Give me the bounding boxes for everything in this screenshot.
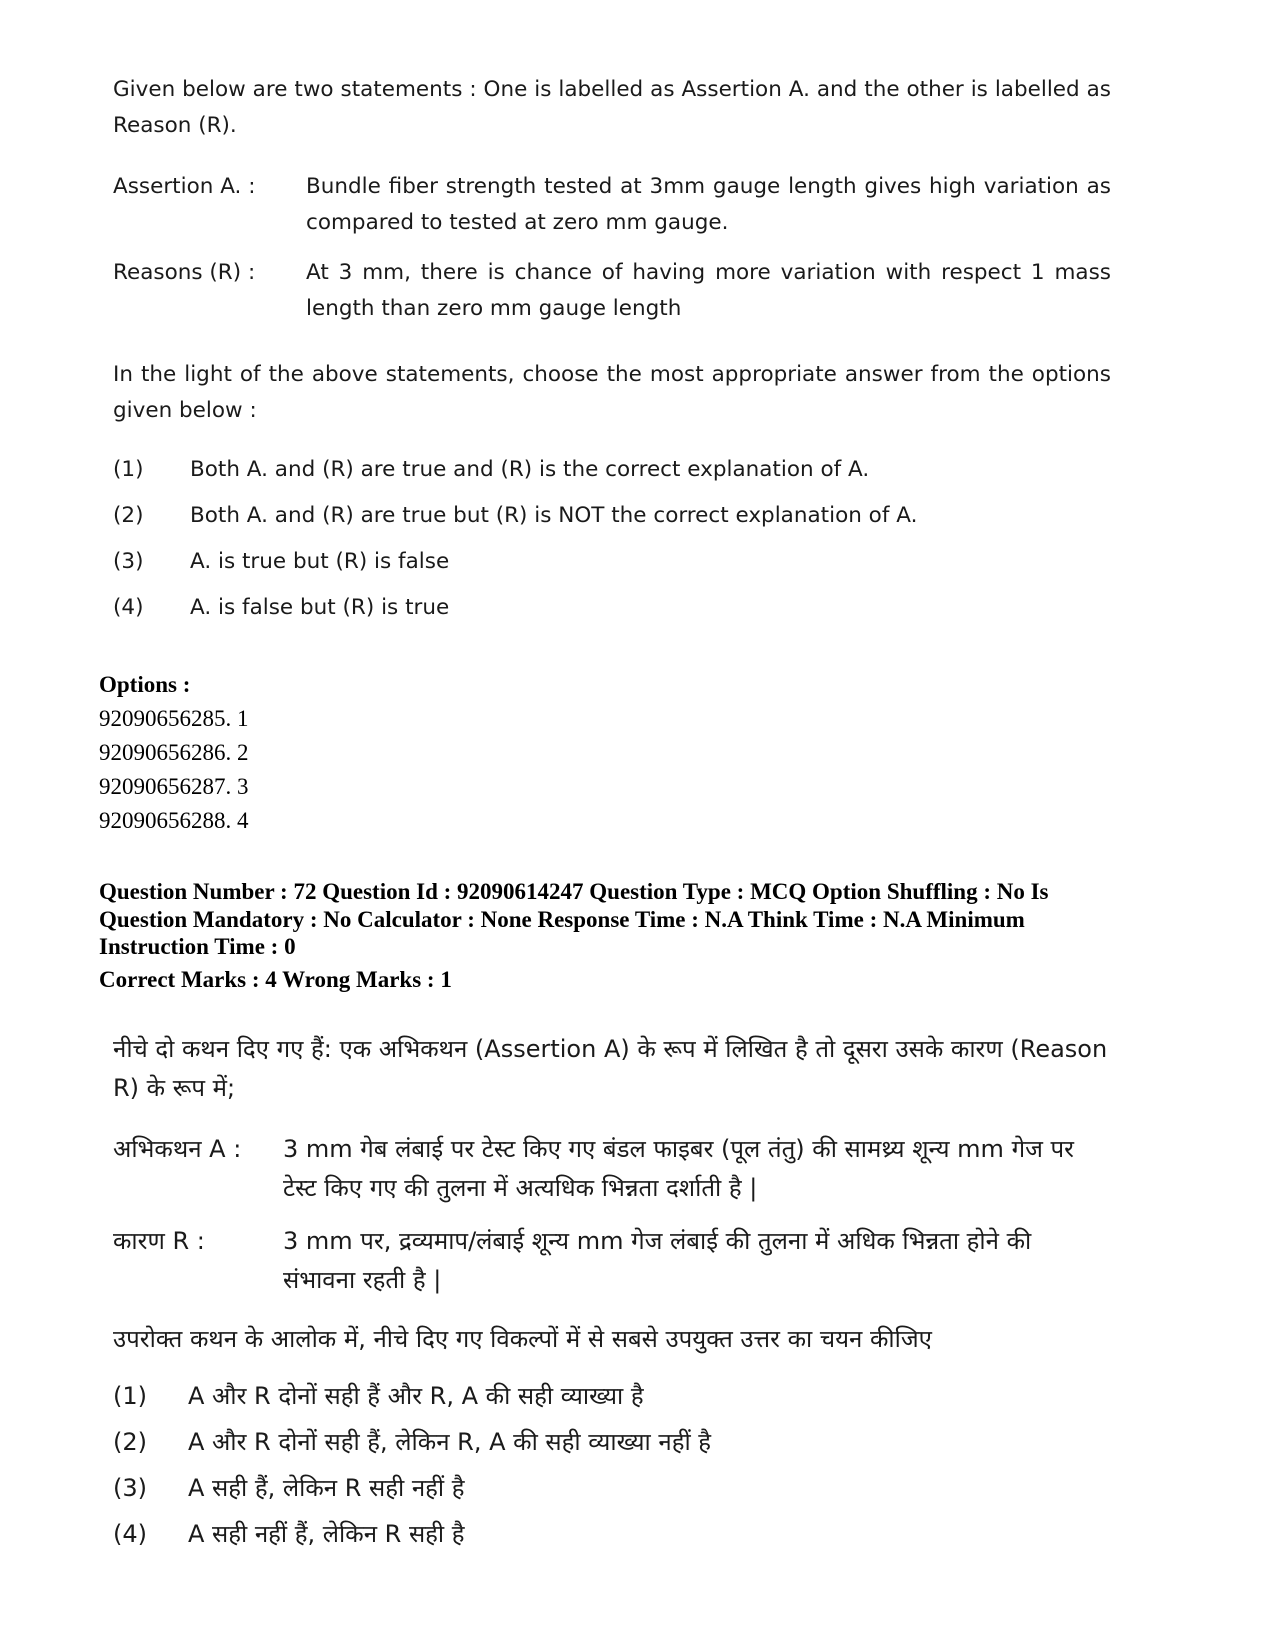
q1-options-list xyxy=(113,447,1111,631)
question-meta-line: Question Mandatory : No Calculator : None Response Time : N.A Think Time : N.A Minimum xyxy=(99,906,1025,932)
q2-reason-row xyxy=(113,1222,1111,1300)
q2-option-2 xyxy=(113,1419,1111,1465)
q1-assertion-text: Bundle fiber strength tested at 3mm gauge length gives high variation as compared to tested at zero mm gauge. xyxy=(306,174,1111,235)
q2-option-number: (4) xyxy=(113,1520,147,1548)
q1-option-text: A. is false but (R) is true xyxy=(190,595,450,620)
q1-option-2 xyxy=(113,493,1111,539)
question-72-block xyxy=(113,1030,1111,1557)
option-id-item: 92090656285. 1 xyxy=(99,706,249,731)
q2-option-number: (2) xyxy=(113,1428,147,1456)
q2-option-text: A और R दोनों सही हैं और R, A की सही व्याख्या है xyxy=(188,1382,644,1410)
q1-option-3 xyxy=(113,539,1111,585)
q1-instruction: In the light of the above statements, choose the most appropriate answer from the options given below : xyxy=(113,362,1111,423)
q2-option-number: (1) xyxy=(113,1382,147,1410)
options-id-list xyxy=(99,702,1139,838)
q1-option-number: (3) xyxy=(113,549,144,574)
q2-option-4 xyxy=(113,1511,1111,1557)
q1-reason-label: Reasons (R) : xyxy=(113,260,256,285)
question-71-block xyxy=(113,72,1111,631)
q2-option-1 xyxy=(113,1373,1111,1419)
question-meta-line: Instruction Time : 0 xyxy=(99,934,296,959)
q1-option-text: Both A. and (R) are true and (R) is the correct explanation of A. xyxy=(190,457,870,482)
q2-reason-label: कारण R : xyxy=(113,1227,205,1255)
q1-reason-text: At 3 mm, there is chance of having more variation with respect 1 mass length than zero mm gauge length xyxy=(306,260,1111,321)
q1-option-text: Both A. and (R) are true but (R) is NOT the correct explanation of A. xyxy=(190,503,918,528)
q2-reason-text: 3 mm पर, द्रव्यमाप/लंबाई शून्य mm गेज लंबाई की तुलना में अधिक भिन्नता होने की संभावना रहती है | xyxy=(283,1227,1032,1294)
option-id-item: 92090656288. 4 xyxy=(99,808,249,833)
q2-instruction: उपरोक्त कथन के आलोक में, नीचे दिए गए विकल्पों में से सबसे उपयुक्त उत्तर का चयन कीजिए xyxy=(113,1325,932,1353)
q2-assertion-row xyxy=(113,1130,1111,1208)
q1-option-text: A. is true but (R) is false xyxy=(190,549,450,574)
q2-option-text: A सही हैं, लेकिन R सही नहीं है xyxy=(188,1474,465,1502)
q1-option-4 xyxy=(113,585,1111,631)
options-heading: Options : xyxy=(99,672,191,697)
q2-intro: नीचे दो कथन दिए गए हैं: एक अभिकथन (Assertion A) के रूप में लिखित है तो दूसरा उसके कारण (Reason R) के रूप में; xyxy=(113,1035,1108,1102)
question-meta xyxy=(99,878,1139,993)
options-block xyxy=(99,668,1139,838)
q1-option-number: (1) xyxy=(113,457,144,482)
q2-option-3 xyxy=(113,1465,1111,1511)
question-meta-line: Question Number : 72 Question Id : 92090614247 Question Type : MCQ Option Shuffling : No Is xyxy=(99,879,1049,904)
option-id-item: 92090656287. 3 xyxy=(99,774,249,799)
option-id-item: 92090656286. 2 xyxy=(99,740,249,765)
q1-reason-row xyxy=(113,255,1111,327)
q2-option-text: A और R दोनों सही हैं, लेकिन R, A की सही व्याख्या नहीं है xyxy=(188,1428,712,1456)
q1-option-1 xyxy=(113,447,1111,493)
q1-option-number: (4) xyxy=(113,595,144,620)
q2-assertion-label: अभिकथन A : xyxy=(113,1135,242,1163)
q2-option-text: A सही नहीं हैं, लेकिन R सही है xyxy=(188,1520,465,1548)
q1-assertion-row xyxy=(113,169,1111,241)
q2-option-number: (3) xyxy=(113,1474,147,1502)
q1-assertion-label: Assertion A. : xyxy=(113,174,256,199)
q1-option-number: (2) xyxy=(113,503,144,528)
question-marks: Correct Marks : 4 Wrong Marks : 1 xyxy=(99,966,452,992)
q1-intro: Given below are two statements : One is labelled as Assertion A. and the other is labelled as Reason (R). xyxy=(113,77,1111,138)
q2-assertion-text: 3 mm गेब लंबाई पर टेस्ट किए गए बंडल फाइबर (पूल तंतु) की सामथ्र्य शून्य mm गेज पर टेस्ट किए गए की तुलना में अत्यधिक भिन्नता दर्शाती है | xyxy=(283,1135,1074,1202)
q2-options-list xyxy=(113,1373,1111,1557)
